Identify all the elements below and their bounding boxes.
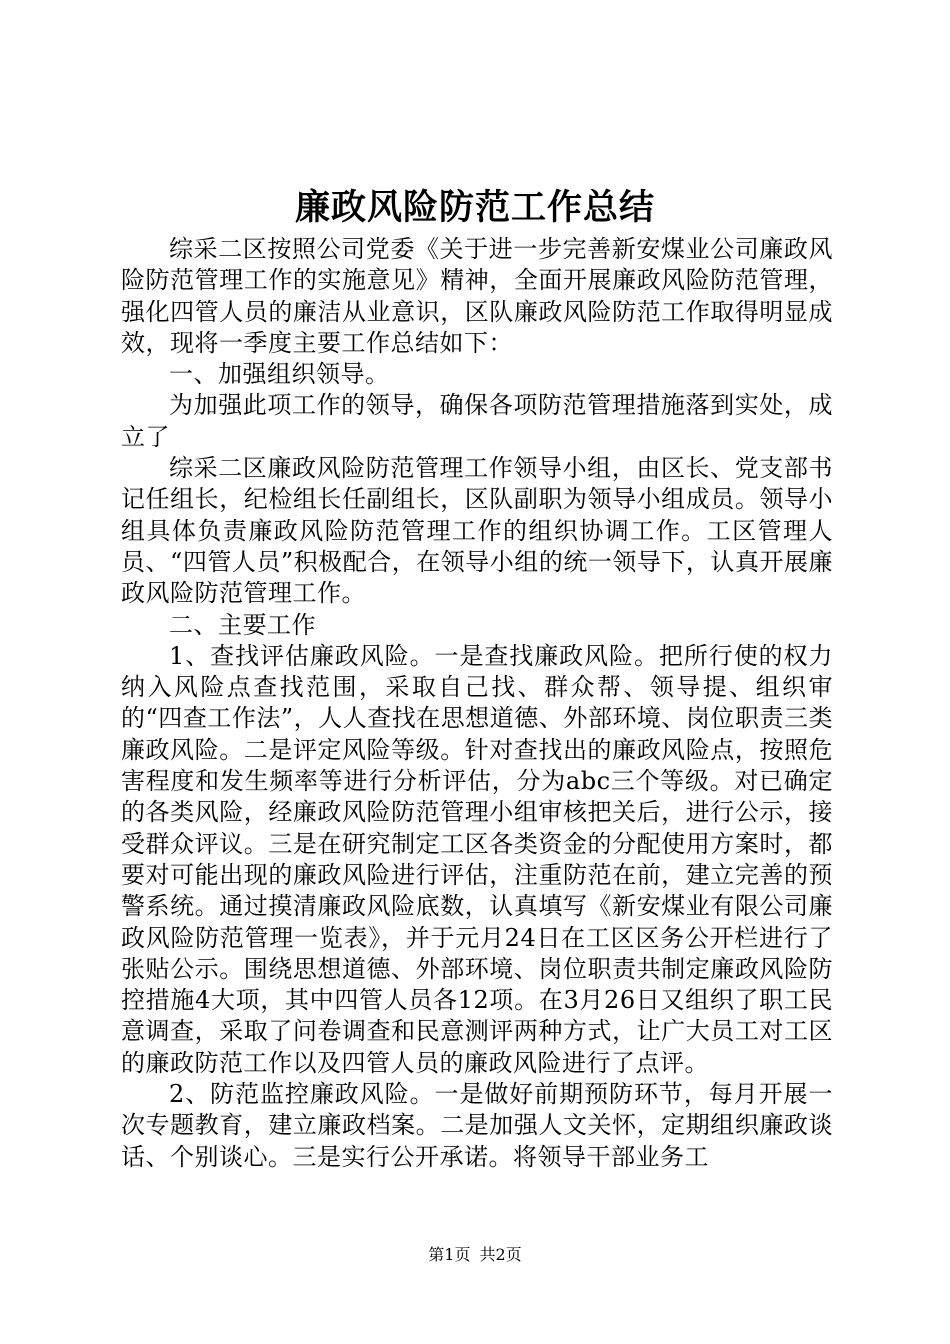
document-body bbox=[121, 234, 833, 1173]
page-footer bbox=[0, 1244, 950, 1266]
section-heading-main-work: 二、主要工作 bbox=[169, 610, 316, 639]
section-heading-organization: 一、加强组织领导。 bbox=[169, 360, 390, 389]
document-title: 廉政风险防范工作总结 bbox=[294, 187, 655, 228]
page-total: 共2页 bbox=[479, 1245, 522, 1264]
paragraph-leading-group: 综采二区廉政风险防范管理工作领导小组，由区长、党支部书记任组长，纪检组长任副组长，区队副职为领导小组成员。领导小组具体负责廉政风险防范管理工作的组织协调工作。工区管理人员、“四管人员”积极配合，在领导小组的统一领导下，认真开展廉政风险防范管理工作。 bbox=[121, 454, 833, 608]
paragraph-risk-monitoring: 2、防范监控廉政风险。一是做好前期预防环节，每月开展一次专题教育，建立廉政档案。二是加强人文关怀，定期组织廉政谈话、个别谈心。三是实行公开承诺。将领导干部业务工 bbox=[121, 1080, 833, 1171]
page-number: 第1页 bbox=[428, 1245, 471, 1264]
paragraph-intro: 综采二区按照公司党委《关于进一步完善新安煤业公司廉政风险防范管理工作的实施意见》精神，全面开展廉政风险防范管理，强化四管人员的廉洁从业意识，区队廉政风险防范工作取得明显成效，现将一季度主要工作总结如下： bbox=[121, 235, 833, 357]
paragraph-leadership: 为加强此项工作的领导，确保各项防范管理措施落到实处，成立了 bbox=[121, 391, 833, 451]
paragraph-risk-assessment: 1、查找评估廉政风险。一是查找廉政风险。把所行使的权力纳入风险点查找范围，采取自己找、群众帮、领导提、组织审的“四查工作法”，人人查找在思想道德、外部环境、岗位职责三类廉政风险。二是评定风险等级。针对查找出的廉政风险点，按照危害程度和发生频率等进行分析评估，分为abc三个等级。对已确定的各类风险，经廉政风险防范管理小组审核把关后，进行公示，接受群众评议。三是在研究制定工区各类资金的分配使用方案时，都要对可能出现的廉政风险进行评估，注重防范在前，建立完善的预警系统。通过摸清廉政风险底数，认真填写《新安煤业有限公司廉政风险防范管理一览表》，并于元月24日在工区区务公开栏进行了张贴公示。围绕思想道德、外部环境、岗位职责共制定廉政风险防控措施4大项，其中四管人员各12项。在3月26日又组织了职工民意调查，采取了问卷调查和民意测评两种方式，让广大员工对工区的廉政防范工作以及四管人员的廉政风险进行了点评。 bbox=[121, 641, 833, 1077]
